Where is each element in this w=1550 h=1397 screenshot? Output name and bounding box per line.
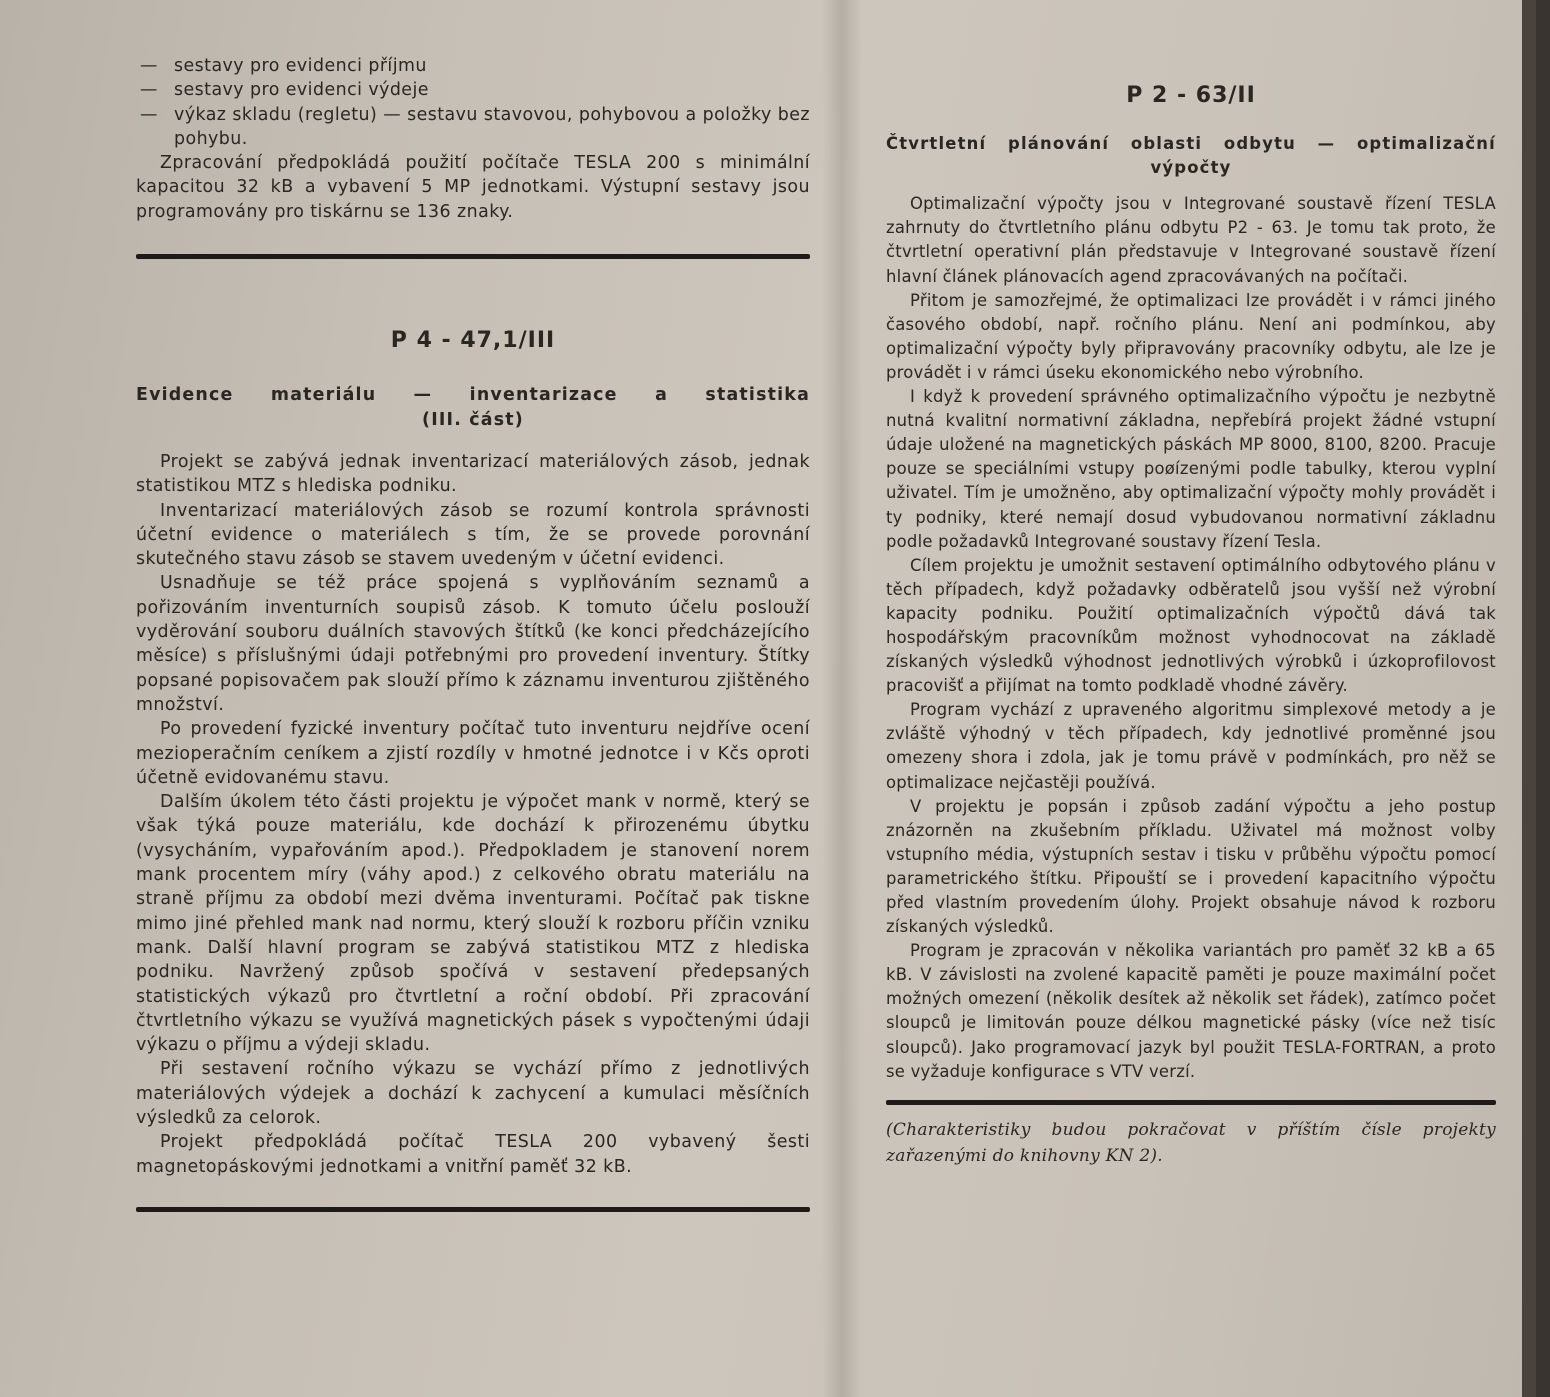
right-column	[886, 84, 1496, 1169]
paragraph: Program vychází z upraveného algoritmu simplexové metody a je zvláště výhodný v těch případech, kdy jednotlivé proměnné jsou omezeny shora i zdola, jak je tomu právě v podmínkách, pro něž se optimalizace nejčastěji používá.	[886, 700, 1496, 792]
section-title-line2: (III. část)	[422, 409, 524, 430]
paragraph: Projekt se zabývá jednak inventarizací materiálových zásob, jednak statistikou MTZ s hlediska podniku.	[136, 451, 810, 497]
paragraph: Po provedení fyzické inventury počítač tuto inventuru nejdříve ocení mezioperačním ceníkem a zjistí rozdíly v hmotné jednotce i v Kčs oproti účetně evidovanému stavu.	[136, 719, 810, 788]
paragraph: Dalším úkolem této části projektu je výpočet mank v normě, který se však týká pouze materiálu, kde dochází k přirozenému úbytku (vysycháním, vypařováním apod.). Předpokladem je stanovení norem mank procentem míry (váhy apod.) z celkového obratu materiálu na straně příjmu za období mezi dvěma inventurami. Počítač pak tiskne mimo jiné přehled mank nad normu, který slouží k rozboru příčin vzniku mank. Další hlavní program se zabývá statistikou MTZ z hlediska podniku. Navržený způsob spočívá v sestavení předepsaných statistických výkazů pro čtvrtletní a roční období. Při zpracování čtvrtletního výkazu se využívá magnetických pásek s vypočtenými údaji výkazu o příjmu a výdeji skladu.	[136, 792, 810, 1056]
paragraph: Zpracování předpokládá použití počítače TESLA 200 s minimální kapacitou 32 kB a vybavení 5 MP jednotkami. Výstupní sestavy jsou programovány pro tiskárnu se 136 znaky.	[136, 153, 810, 222]
left-column	[136, 54, 810, 1212]
section-code: P 2 - 63/II	[1126, 83, 1256, 108]
list-item: — sestavy pro evidenci výdeje	[136, 78, 810, 102]
section-title-line1: Evidence materiálu — inventarizace a statistika	[136, 385, 810, 406]
paragraph: I když k provedení správného optimalizačního výpočtu je nezbytně nutná kvalitní normativní základna, nepřebírá projekt žádné vstupní údaje uložené na magnetických páskách MP 8000, 8100, 8200. Pracuje pouze se speciálními vstupy poøízenými podle tabulky, kterou vyplní uživatel. Tím je umožněno, aby optimalizační výpočty mohly provádět i ty podniky, které nemají dosud vybudovanou normativní základnu podle požadavků Integrované soustavy řízení Tesla.	[886, 387, 1496, 551]
paragraph: Program je zpracován v několika variantách pro paměť 32 kB a 65 kB. V závislosti na zvolené kapacitě paměti je pouze maximální počet možných omezení (několik desítek až několik set řádek), zatímco počet sloupců je limitován pouze délkou magnetické pásky (více než tisíc sloupců). Jako programovací jazyk byl použit TESLA-FORTRAN, a proto se vyžaduje konfigurace s VTV verzí.	[886, 941, 1496, 1081]
paragraph: Inventarizací materiálových zásob se rozumí kontrola správnosti účetní evidence o materiálech s tím, že se provede porovnání skutečného stavu zásob se stavem uvedeným v účetní evidenci.	[136, 500, 810, 570]
continuation-note: (Charakteristiky budou pokračovat v příštím čísle projekty zařazenými do knihovny KN 2).	[886, 1119, 1496, 1166]
section-code: P 4 - 47,1/III	[390, 328, 556, 354]
paragraph: Cílem projektu je umožnit sestavení optimálního odbytového plánu v těch případech, když požadavky odběratelů jsou vyšší než výrobní kapacity podniku. Použití optimalizačních výpočtů dává tak hospodářským pracovníkům možnost vyhodnocovat na základě získaných výsledků výhodnost jednotlivých výrobků i úzkoprofilovost pracovišť a přijímat na tomto podkladě vhodné závěry.	[886, 555, 1496, 696]
paragraph: Optimalizační výpočty jsou v Integrované soustavě řízení TESLA zahrnuty do čtvrtletního plánu odbytu P2 - 63. Je tomu tak proto, že čtvrtletní operativní plán představuje v Integrované soustavě řízení hlavní článek plánovacích agend zpracovávaných na počítači.	[886, 194, 1496, 286]
book-spine-shadow	[822, 0, 862, 1397]
paragraph: Projekt předpokládá počítač TESLA 200 vybavený šesti magnetopáskovými jednotkami a vnitřní paměť 32 kB.	[136, 1132, 810, 1177]
paragraph: Usnadňuje se též práce spojená s vyplňováním seznamů a pořizováním inventurních soupisů zásob. K tomuto účelu poslouží vyděrování souboru duálních stavových štítků (ke konci předcházejícího měsíce) s příslušnými údaji potřebnými pro provedení inventury. Štítky popsané popisovačem pak slouží přímo k záznamu inventurou zjištěného množství.	[136, 573, 810, 715]
list-item: — výkaz skladu (regletu) — sestavu stavovou, pohybovou a položky bez pohybu.	[136, 103, 810, 152]
paragraph: V projektu je popsán i způsob zadání výpočtu a jeho postup znázorněn na zkušebním příkladu. Uživatel má možnost volby vstupního média, výstupních sestav i tisku v průběhu výpočtu pomocí parametrického štítku. Připouští se i provedení kapacitního výpočtu před vlastním provedením úlohy. Projekt obsahuje návod k rozboru získaných výsledků.	[886, 796, 1496, 937]
section-title	[136, 383, 810, 432]
section-title-line2: výpočty	[1150, 158, 1232, 178]
report-list	[136, 54, 810, 151]
list-item: — sestavy pro evidenci příjmu	[136, 54, 810, 78]
paragraph: Při sestavení ročního výkazu se vychází přímo z jednotlivých materiálových výdejek a dochází k zachycení a kumulaci měsíčních výsledků za celorok.	[136, 1059, 810, 1128]
page-edge	[1522, 0, 1536, 1397]
section-title	[886, 132, 1496, 180]
section-divider	[136, 1207, 810, 1212]
paragraph: Přitom je samozřejmé, že optimalizaci lze provádět i v rámci jiného časového období, např. ročního plánu. Není ani podmínkou, aby optimalizační výpočty byly připravovány pracovníky odbytu, ale lze je provádět i v rámci úseku ekonomického nebo výrobního.	[886, 290, 1496, 382]
section-title-line1: Čtvrtletní plánování oblasti odbytu — optimalizační	[886, 134, 1496, 154]
